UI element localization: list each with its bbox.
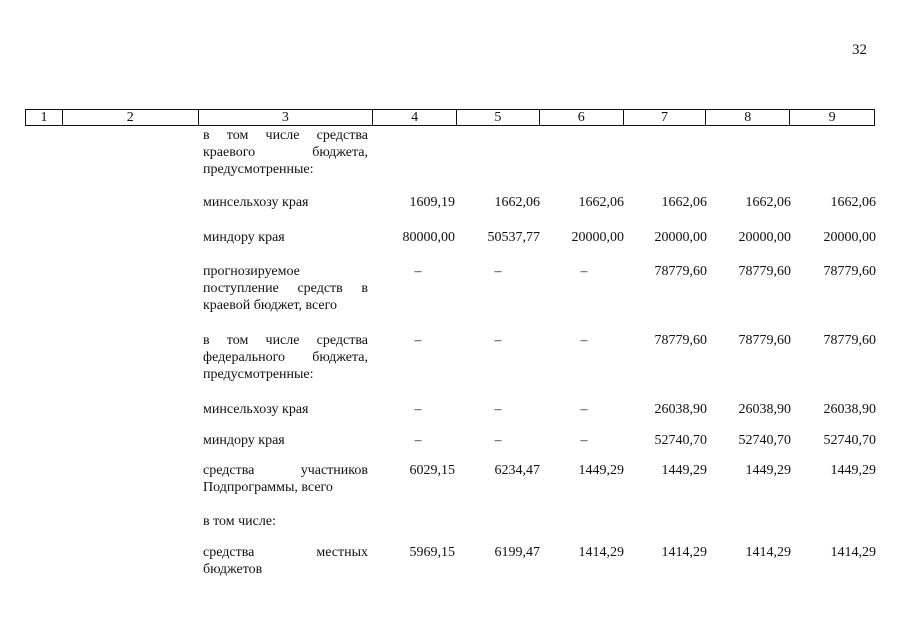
cell-col-9: 78779,60 <box>823 333 876 348</box>
cell-col-9: 20000,00 <box>823 230 876 245</box>
cell-col-4: – <box>414 264 422 279</box>
cell-col-5: 50537,77 <box>487 230 540 245</box>
row-label: средства участников Подпрограммы, всего <box>203 463 368 495</box>
cell-col-6: – <box>580 433 588 448</box>
cell-col-7: 1449,29 <box>661 463 707 478</box>
cell-col-7: 20000,00 <box>654 230 707 245</box>
row-label: в том числе средства краевого бюджета, предусмотренные: <box>203 128 368 177</box>
column-header-6: 6 <box>540 110 624 125</box>
row-label: средства местных бюджетов <box>203 545 368 577</box>
cell-col-7: 78779,60 <box>654 264 707 279</box>
cell-col-6: – <box>580 264 588 279</box>
cell-col-9: 1662,06 <box>830 195 876 210</box>
cell-col-7: 78779,60 <box>654 333 707 348</box>
cell-col-7: 26038,90 <box>654 402 707 417</box>
cell-col-4: – <box>414 433 422 448</box>
column-header-1: 1 <box>26 110 63 125</box>
cell-col-8: 78779,60 <box>738 264 791 279</box>
cell-col-8: 1449,29 <box>745 463 791 478</box>
column-header-7: 7 <box>624 110 707 125</box>
column-header-3: 3 <box>199 110 374 125</box>
column-header-5: 5 <box>457 110 540 125</box>
cell-col-9: 26038,90 <box>823 402 876 417</box>
row-label: миндору края <box>203 433 285 448</box>
cell-col-9: 52740,70 <box>823 433 876 448</box>
cell-col-4: – <box>414 402 422 417</box>
column-header-8: 8 <box>706 110 790 125</box>
cell-col-9: 78779,60 <box>823 264 876 279</box>
column-header-2: 2 <box>63 110 199 125</box>
cell-col-6: 1414,29 <box>578 545 624 560</box>
cell-col-5: – <box>494 402 502 417</box>
cell-col-4: 5969,15 <box>409 545 455 560</box>
cell-col-8: 26038,90 <box>738 402 791 417</box>
cell-col-5: – <box>494 264 502 279</box>
row-label: в том числе: <box>203 514 276 529</box>
row-label: прогнозируемое поступление средств в краевой бюджет, всего <box>203 264 368 313</box>
cell-col-4: 1609,19 <box>409 195 455 210</box>
cell-col-9: 1414,29 <box>830 545 876 560</box>
cell-col-6: – <box>580 333 588 348</box>
cell-col-5: – <box>494 433 502 448</box>
cell-col-5: – <box>494 333 502 348</box>
cell-col-6: – <box>580 402 588 417</box>
column-header-9: 9 <box>828 110 836 125</box>
column-header-4: 4 <box>373 110 457 125</box>
cell-col-5: 6234,47 <box>494 463 540 478</box>
cell-col-4: – <box>414 333 422 348</box>
cell-col-5: 6199,47 <box>494 545 540 560</box>
row-label: миндору края <box>203 230 285 245</box>
cell-col-4: 6029,15 <box>409 463 455 478</box>
page-number: 32 <box>852 42 867 58</box>
cell-col-8: 52740,70 <box>738 433 791 448</box>
cell-col-5: 1662,06 <box>494 195 540 210</box>
cell-col-8: 78779,60 <box>738 333 791 348</box>
row-label: минсельхозу края <box>203 402 309 417</box>
cell-col-6: 1662,06 <box>578 195 624 210</box>
cell-col-8: 1414,29 <box>745 545 791 560</box>
cell-col-8: 1662,06 <box>745 195 791 210</box>
row-label: в том числе средства федерального бюджета, предусмотренные: <box>203 333 368 382</box>
cell-col-6: 1449,29 <box>578 463 624 478</box>
row-label: минсельхозу края <box>203 195 309 210</box>
cell-col-8: 20000,00 <box>738 230 791 245</box>
cell-col-7: 1414,29 <box>661 545 707 560</box>
cell-col-6: 20000,00 <box>571 230 624 245</box>
cell-col-9: 1449,29 <box>830 463 876 478</box>
cell-col-7: 52740,70 <box>654 433 707 448</box>
cell-col-7: 1662,06 <box>661 195 707 210</box>
cell-col-4: 80000,00 <box>402 230 455 245</box>
